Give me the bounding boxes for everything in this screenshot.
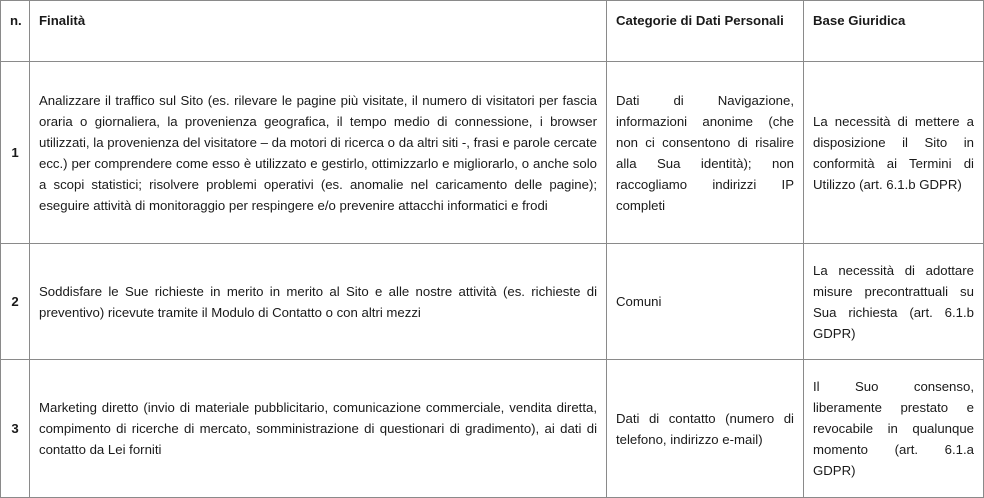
table-header-row [1, 1, 984, 62]
base-giuridica-cell: La necessità di adottare misure precontrattuali su Sua richiesta (art. 6.1.b GDPR) [804, 244, 984, 360]
categorie-cell: Dati di Navigazione, informazioni anonime (che non ci consentono di risalire alla Sua identità); non raccogliamo indirizzi IP completi [607, 62, 804, 244]
header-categorie: Categorie di Dati Personali [607, 1, 804, 62]
table-row [1, 360, 984, 498]
header-finalita: Finalità [30, 1, 607, 62]
finalita-cell: Marketing diretto (invio di materiale pubblicitario, comunicazione commerciale, vendita diretta, compimento di ricerche di mercato, somministrazione di questionari di gradimento), ai dati di contatto da Lei forniti [30, 360, 607, 498]
base-giuridica-cell: La necessità di mettere a disposizione il Sito in conformità ai Termini di Utilizzo (art. 6.1.b GDPR) [804, 62, 984, 244]
row-number: 2 [1, 244, 30, 360]
finalita-cell: Analizzare il traffico sul Sito (es. rilevare le pagine più visitate, il numero di visitatori per fascia oraria o giornaliera, la provenienza geografica, il tempo medio di connessione, i browser utilizzati, la provenienza del visitatore – da motori di ricerca o da altri siti -, frasi e parole cercate ecc.) per comprendere come esso è utilizzato e gestirlo, ottimizzarlo e migliorarlo, o anche solo a scopi statistici; risolvere problemi operativi (es. anomalie nel caricamento delle pagine); eseguire attività di monitoraggio per respingere e/o prevenire attacchi informatici e frodi [30, 62, 607, 244]
table-row [1, 244, 984, 360]
categorie-cell: Dati di contatto (numero di telefono, indirizzo e-mail) [607, 360, 804, 498]
categorie-cell: Comuni [607, 244, 804, 360]
finalita-cell: Soddisfare le Sue richieste in merito in merito al Sito e alle nostre attività (es. richieste di preventivo) ricevute tramite il Modulo di Contatto o con altri mezzi [30, 244, 607, 360]
row-number: 1 [1, 62, 30, 244]
row-number: 3 [1, 360, 30, 498]
header-number: n. [1, 1, 30, 62]
table-row [1, 62, 984, 244]
header-base-giuridica: Base Giuridica [804, 1, 984, 62]
base-giuridica-cell: Il Suo consenso, liberamente prestato e revocabile in qualunque momento (art. 6.1.a GDPR) [804, 360, 984, 498]
